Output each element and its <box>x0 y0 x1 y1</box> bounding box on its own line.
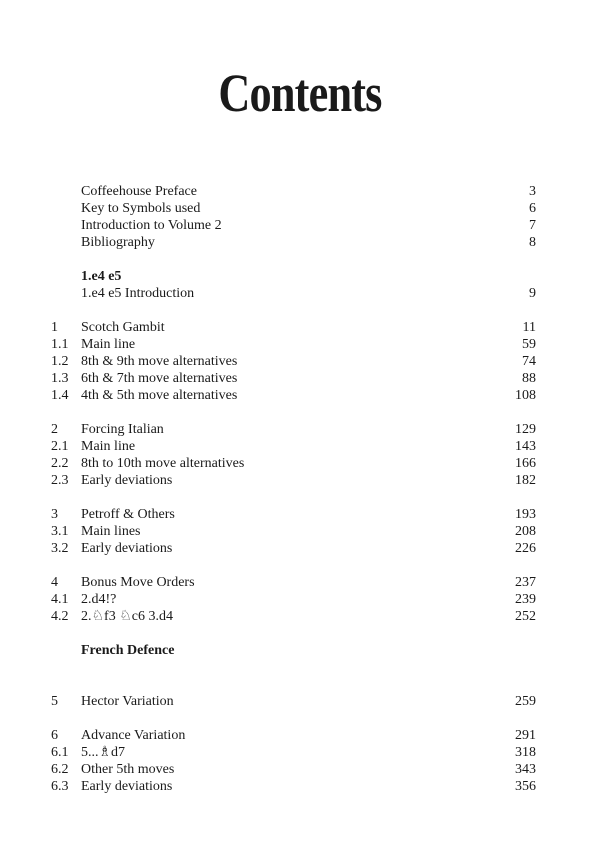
entry-page-number: 291 <box>515 728 536 743</box>
entry-page-number: 11 <box>522 320 536 335</box>
entry-page-number: 252 <box>515 609 536 624</box>
toc-entry <box>0 761 600 778</box>
entry-number: 2.2 <box>51 456 69 471</box>
entry-page-number: 343 <box>515 762 536 777</box>
toc-entry <box>0 591 600 608</box>
table-of-contents <box>0 183 600 795</box>
section-gap <box>0 625 600 642</box>
toc-entry <box>0 200 600 217</box>
toc-entry <box>0 574 600 591</box>
entry-title: Key to Symbols used <box>81 201 201 216</box>
entry-title: 4th & 5th move alternatives <box>81 388 238 403</box>
entry-number: 1 <box>51 320 58 335</box>
entry-number: 2.3 <box>51 473 69 488</box>
entry-title: Coffeehouse Preface <box>81 184 197 199</box>
entry-number: 6.3 <box>51 779 69 794</box>
entry-page-number: 74 <box>522 354 536 369</box>
section-gap <box>0 659 600 676</box>
entry-page-number: 3 <box>529 184 536 199</box>
entry-number: 1.3 <box>51 371 69 386</box>
entry-title: 2.d4!? <box>81 592 117 607</box>
entry-number: 1.1 <box>51 337 69 352</box>
entry-page-number: 8 <box>529 235 536 250</box>
toc-entry <box>0 693 600 710</box>
entry-page-number: 129 <box>515 422 536 437</box>
toc-entry <box>0 217 600 234</box>
entry-title: Main line <box>81 439 136 454</box>
entry-page-number: 193 <box>515 507 536 522</box>
entry-page-number: 318 <box>515 745 536 760</box>
entry-title: Bonus Move Orders <box>81 575 195 590</box>
toc-entry <box>0 540 600 557</box>
toc-entry <box>0 472 600 489</box>
entry-number: 6.1 <box>51 745 69 760</box>
entry-title: Advance Variation <box>81 728 186 743</box>
toc-entry <box>0 727 600 744</box>
entry-page-number: 237 <box>515 575 536 590</box>
toc-entry <box>0 421 600 438</box>
entry-title: Introduction to Volume 2 <box>81 218 222 233</box>
toc-entry <box>0 353 600 370</box>
entry-title: 1.e4 e5 Introduction <box>81 286 195 301</box>
entry-title: Other 5th moves <box>81 762 175 777</box>
entry-title: Bibliography <box>81 235 155 250</box>
entry-number: 6 <box>51 728 58 743</box>
entry-page-number: 226 <box>515 541 536 556</box>
entry-title: Forcing Italian <box>81 422 164 437</box>
section-gap <box>0 557 600 574</box>
entry-title: Early deviations <box>81 473 173 488</box>
entry-title: Main lines <box>81 524 141 539</box>
entry-title: 8th & 9th move alternatives <box>81 354 238 369</box>
entry-page-number: 88 <box>522 371 536 386</box>
entry-number: 6.2 <box>51 762 69 777</box>
entry-page-number: 356 <box>515 779 536 794</box>
entry-number: 5 <box>51 694 58 709</box>
toc-entry <box>0 608 600 625</box>
entry-title: Early deviations <box>81 779 173 794</box>
toc-entry <box>0 744 600 761</box>
section-gap <box>0 251 600 268</box>
section-gap <box>0 302 600 319</box>
toc-entry <box>0 778 600 795</box>
toc-entry <box>0 319 600 336</box>
entry-number: 4 <box>51 575 58 590</box>
toc-entry <box>0 370 600 387</box>
entry-number: 2 <box>51 422 58 437</box>
entry-page-number: 166 <box>515 456 536 471</box>
entry-title: Petroff & Others <box>81 507 175 522</box>
toc-entry <box>0 438 600 455</box>
toc-entry <box>0 387 600 404</box>
entry-page-number: 239 <box>515 592 536 607</box>
section-heading: 1.e4 e5 <box>81 269 122 284</box>
entry-number: 1.4 <box>51 388 69 403</box>
entry-page-number: 259 <box>515 694 536 709</box>
entry-title: 5...♗d7 <box>81 745 126 760</box>
entry-number: 3 <box>51 507 58 522</box>
entry-title: 6th & 7th move alternatives <box>81 371 238 386</box>
entry-page-number: 108 <box>515 388 536 403</box>
entry-number: 4.1 <box>51 592 69 607</box>
entry-number: 2.1 <box>51 439 69 454</box>
section-gap <box>0 404 600 421</box>
toc-entry <box>0 506 600 523</box>
entry-page-number: 6 <box>529 201 536 216</box>
entry-number: 3.2 <box>51 541 69 556</box>
entry-page-number: 7 <box>529 218 536 233</box>
page-title: Contents <box>218 63 382 123</box>
section-heading-row <box>0 268 600 285</box>
entry-title: 2.♘f3 ♘c6 3.d4 <box>81 609 173 624</box>
entry-number: 4.2 <box>51 609 69 624</box>
toc-entry <box>0 183 600 200</box>
entry-title: 8th to 10th move alternatives <box>81 456 245 471</box>
section-heading: French Defence <box>81 643 175 658</box>
section-heading-row <box>0 642 600 659</box>
entry-page-number: 59 <box>522 337 536 352</box>
entry-number: 3.1 <box>51 524 69 539</box>
entry-page-number: 208 <box>515 524 536 539</box>
toc-entry <box>0 455 600 472</box>
section-gap <box>0 489 600 506</box>
entry-title: Main line <box>81 337 136 352</box>
section-gap <box>0 676 600 693</box>
entry-number: 1.2 <box>51 354 69 369</box>
toc-entry <box>0 336 600 353</box>
entry-page-number: 9 <box>529 286 536 301</box>
section-gap <box>0 710 600 727</box>
entry-page-number: 143 <box>515 439 536 454</box>
entry-title: Hector Variation <box>81 694 174 709</box>
toc-entry <box>0 523 600 540</box>
entry-title: Early deviations <box>81 541 173 556</box>
entry-title: Scotch Gambit <box>81 320 165 335</box>
toc-entry <box>0 234 600 251</box>
entry-page-number: 182 <box>515 473 536 488</box>
toc-entry <box>0 285 600 302</box>
